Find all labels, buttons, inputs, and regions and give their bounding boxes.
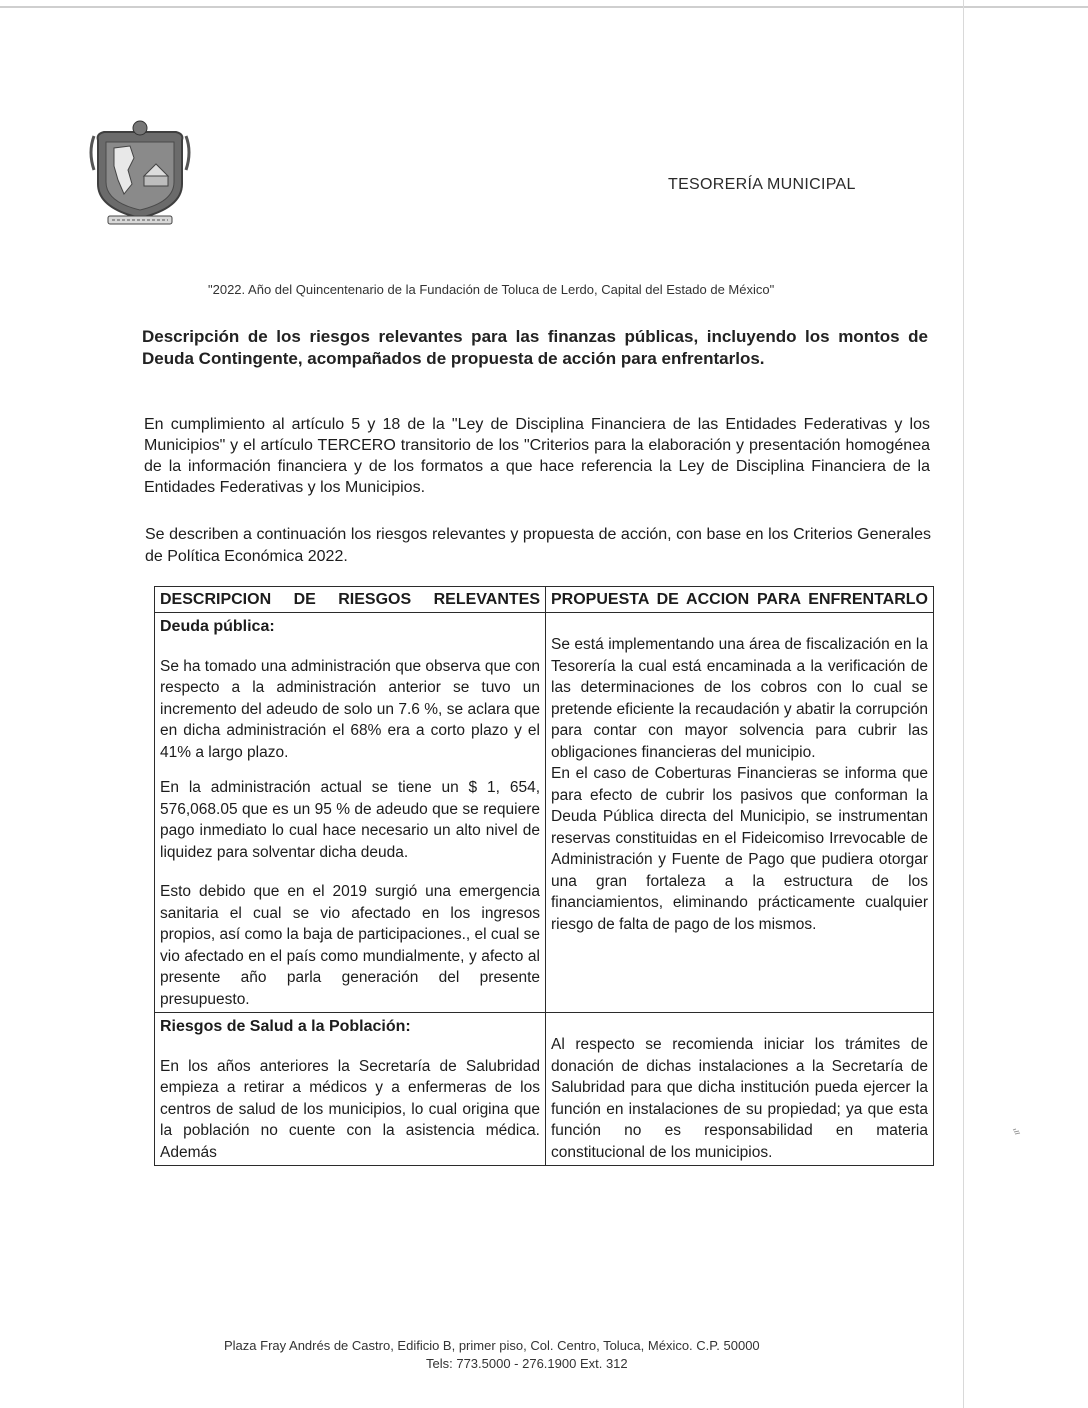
municipal-crest-logo: [84, 118, 196, 228]
risk-paragraph: En la administración actual se tiene un $ 1, 654, 576,068.05 que es un 95 % de adeudo que se requiere pago inmediato lo cual hace necesario un alto nivel de liquidez para solventar dicha deuda.: [160, 779, 540, 861]
table-row: [155, 613, 934, 1013]
action-paragraph: En el caso de Coberturas Financieras se informa que para efecto de cubrir los pasivos que conforman la Deuda Pública directa del Municipio, se instrumentan reservas constituidas en el Fideicomiso Irrevocable de Administración y Fuente de Pago que pudiera otorgar una gran fortaleza a la estructura de los financiamientos, eliminando prácticamente cualquier riesgo de falta de pago de los mismos.: [551, 765, 928, 933]
scan-right-edge: [963, 0, 964, 1408]
scan-top-border: [0, 6, 1088, 8]
header-action-proposal: PROPUESTA DE ACCION PARA ENFRENTARLO: [546, 587, 934, 613]
risk-paragraph: Se ha tomado una administración que observa que con respecto a la administración anterior se tuvo un incremento del adeudo de solo un 7.6 %, se aclara que en dicha administración el 68% era a corto plazo y el 41% a largo plazo.: [160, 657, 540, 761]
risk-paragraph: En los años anteriores la Secretaría de Salubridad empieza a retirar a médicos y a enfermeras de los centros de salud de los municipios, lo cual origina que la población no cuente con la asistencia médica. Además: [160, 1057, 540, 1161]
intro-paragraph: Se describen a continuación los riesgos relevantes y propuesta de acción, con base en los Criterios Generales de Política Económica 2022.: [145, 526, 931, 565]
footer-phones: Tels: 773.5000 - 276.1900 Ext. 312: [426, 1356, 628, 1371]
compliance-paragraph: En cumplimiento al artículo 5 y 18 de la "Ley de Disciplina Financiera de las Entidades Federativas y los Municipios" y el artículo TERCERO transitorio de los "Criterios para la elaboración y presentación homogénea de la información financiera y de los formatos a que hace referencia la Ley de Disciplina Financiera de la Entidades Federativas y los Municipios.: [144, 416, 930, 496]
year-motto: "2022. Año del Quincentenario de la Fundación de Toluca de Lerdo, Capital del Estado de México": [208, 282, 775, 297]
header-risk-description: DESCRIPCION DE RIESGOS RELEVANTES: [155, 587, 546, 613]
document-heading: Descripción de los riesgos relevantes para las finanzas públicas, incluyendo los montos de Deuda Contingente, acompañados de propuesta de acción para enfrentarlos.: [142, 327, 928, 368]
scan-speck: [1012, 1128, 1022, 1136]
action-paragraph: Al respecto se recomienda iniciar los trámites de donación de dichas instalaciones a la Secretaría de Salubridad para que dicha institución pueda ejercer la función en instalaciones de su propiedad; ya que esta función no es responsabilidad en materia constitucional de los municipios.: [551, 1036, 928, 1161]
risk-cell-public-debt: [155, 613, 546, 1013]
action-paragraph: Se está implementando una área de fiscalización en la Tesorería la cual está encaminada a la verificación de las determinaciones de los cobros con lo cual se pretende eficiente la recaudación y abatir la corrupción para contar con mayor solvencia para cubrir las obligaciones financieras del municipio.: [551, 636, 928, 761]
action-cell-public-debt: [546, 613, 934, 1013]
row-title-public-debt: Deuda pública:: [160, 618, 275, 635]
row-title-health: Riesgos de Salud a la Población:: [160, 1018, 411, 1035]
footer-address: Plaza Fray Andrés de Castro, Edificio B, primer piso, Col. Centro, Toluca, México. C.P. 50000: [224, 1338, 760, 1353]
table-row: [155, 1013, 934, 1166]
risk-cell-health: [155, 1013, 546, 1166]
department-title: TESORERÍA MUNICIPAL: [668, 176, 856, 193]
table-header-row: [155, 587, 934, 613]
action-cell-health: [546, 1013, 934, 1166]
risk-paragraph: Esto debido que en el 2019 surgió una emergencia sanitaria el cual se vio afectado en los ingresos propios, así como la baja de participaciones., el cual se vio afectado en el país como mundialmente, y afecto al presente año parla generación del presente presupuesto.: [160, 883, 540, 1008]
risks-table: [154, 586, 934, 1166]
